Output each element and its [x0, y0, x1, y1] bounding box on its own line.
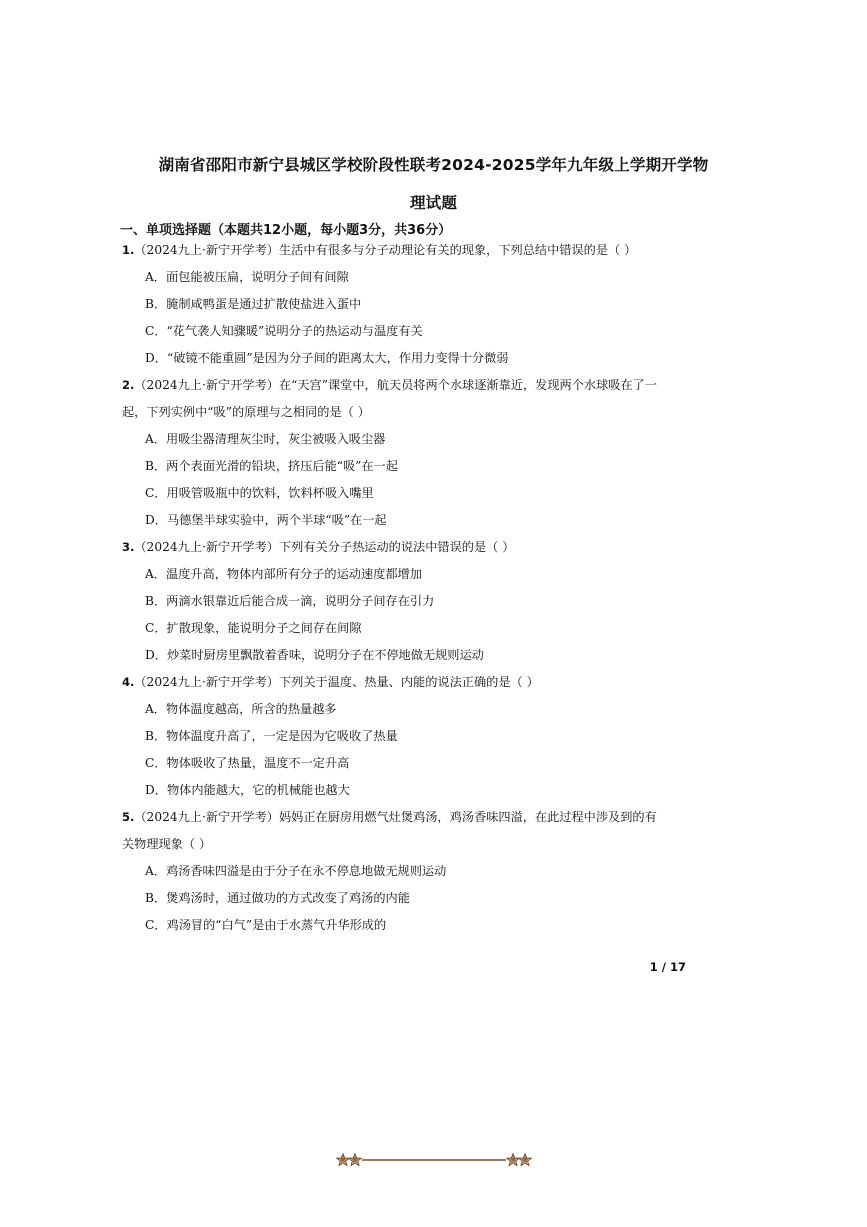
question-text: （2024九上·新宁开学考）下列有关分子热运动的说法中错误的是（ ）: [134, 540, 515, 554]
question-number: 2.: [122, 378, 135, 392]
question-3-option-a: A．温度升高，物体内部所有分子的运动速度都增加: [145, 567, 422, 581]
question-3-option-b: B．两滴水银靠近后能合成一滴，说明分子间存在引力: [145, 594, 435, 608]
question-1-option-c: C．“花气袭人知骤暖”说明分子的热运动与温度有关: [145, 324, 423, 338]
question-number: 1.: [122, 243, 135, 257]
question-1-option-d: D．“破镜不能重圆”是因为分子间的距离太大，作用力变得十分微弱: [145, 351, 509, 365]
question-number: 5.: [122, 810, 135, 824]
question-1-option-b: B．腌制咸鸭蛋是通过扩散使盐进入蛋中: [145, 297, 362, 311]
question-text: （2024九上·新宁开学考）下列关于温度、热量、内能的说法正确的是（ ）: [134, 675, 539, 689]
question-5-stem-continued: 关物理现象（ ）: [122, 837, 212, 851]
question-5-stem: [122, 809, 657, 825]
question-text: （2024九上·新宁开学考）生活中有很多与分子动理论有关的现象，下列总结中错误的是（ ）: [134, 243, 637, 257]
question-4-option-d: D．物体内能越大，它的机械能也越大: [145, 783, 350, 797]
question-number: 4.: [122, 675, 135, 689]
question-text: （2024九上·新宁开学考）妈妈正在厨房用燃气灶煲鸡汤，鸡汤香味四溢，在此过程中涉及到的有: [134, 810, 657, 824]
question-2-option-d: D．马德堡半球实验中，两个半球“吸”在一起: [145, 513, 387, 527]
question-number: 3.: [122, 540, 135, 554]
question-2-option-b: B．两个表面光滑的铅块，挤压后能“吸”在一起: [145, 459, 398, 473]
page-number: 1 / 17: [649, 960, 686, 974]
question-2-option-a: A．用吸尘器清理灰尘时，灰尘被吸入吸尘器: [145, 432, 386, 446]
question-3-option-c: C．扩散现象，能说明分子之间存在间隙: [145, 621, 362, 635]
question-1-option-a: A．面包能被压扁，说明分子间有间隙: [145, 270, 349, 284]
document-title-line-1: 湖南省邵阳市新宁县城区学校阶段性联考2024-2025学年九年级上学期开学物: [158, 156, 709, 174]
footer-star-divider-icon: [336, 1152, 532, 1168]
document-title-line-2: 理试题: [409, 194, 458, 212]
question-4-stem: [122, 674, 539, 690]
question-4-option-a: A．物体温度越高，所含的热量越多: [145, 702, 337, 716]
question-4-option-c: C．物体吸收了热量，温度不一定升高: [145, 756, 350, 770]
question-2-option-c: C．用吸管吸瓶中的饮料，饮料杯吸入嘴里: [145, 486, 374, 500]
question-5-option-c: C．鸡汤冒的“白气”是由于水蒸气升华形成的: [145, 918, 387, 932]
section-heading: 一、单项选择题（本题共12小题，每小题3分，共36分）: [120, 223, 452, 238]
question-2-stem-continued: 起，下列实例中“吸”的原理与之相同的是（ ）: [122, 405, 370, 419]
question-text: （2024九上·新宁开学考）在“天宫”课堂中，航天员将两个水球逐渐靠近，发现两个水球吸在了一: [134, 378, 658, 392]
question-2-stem: [122, 377, 657, 393]
question-3-stem: [122, 539, 514, 555]
question-4-option-b: B．物体温度升高了，一定是因为它吸收了热量: [145, 729, 398, 743]
question-5-option-a: A．鸡汤香味四溢是由于分子在永不停息地做无规则运动: [145, 864, 447, 878]
question-3-option-d: D．炒菜时厨房里飘散着香味，说明分子在不停地做无规则运动: [145, 648, 484, 662]
question-1-stem: [122, 242, 636, 258]
question-5-option-b: B．煲鸡汤时，通过做功的方式改变了鸡汤的内能: [145, 891, 410, 905]
